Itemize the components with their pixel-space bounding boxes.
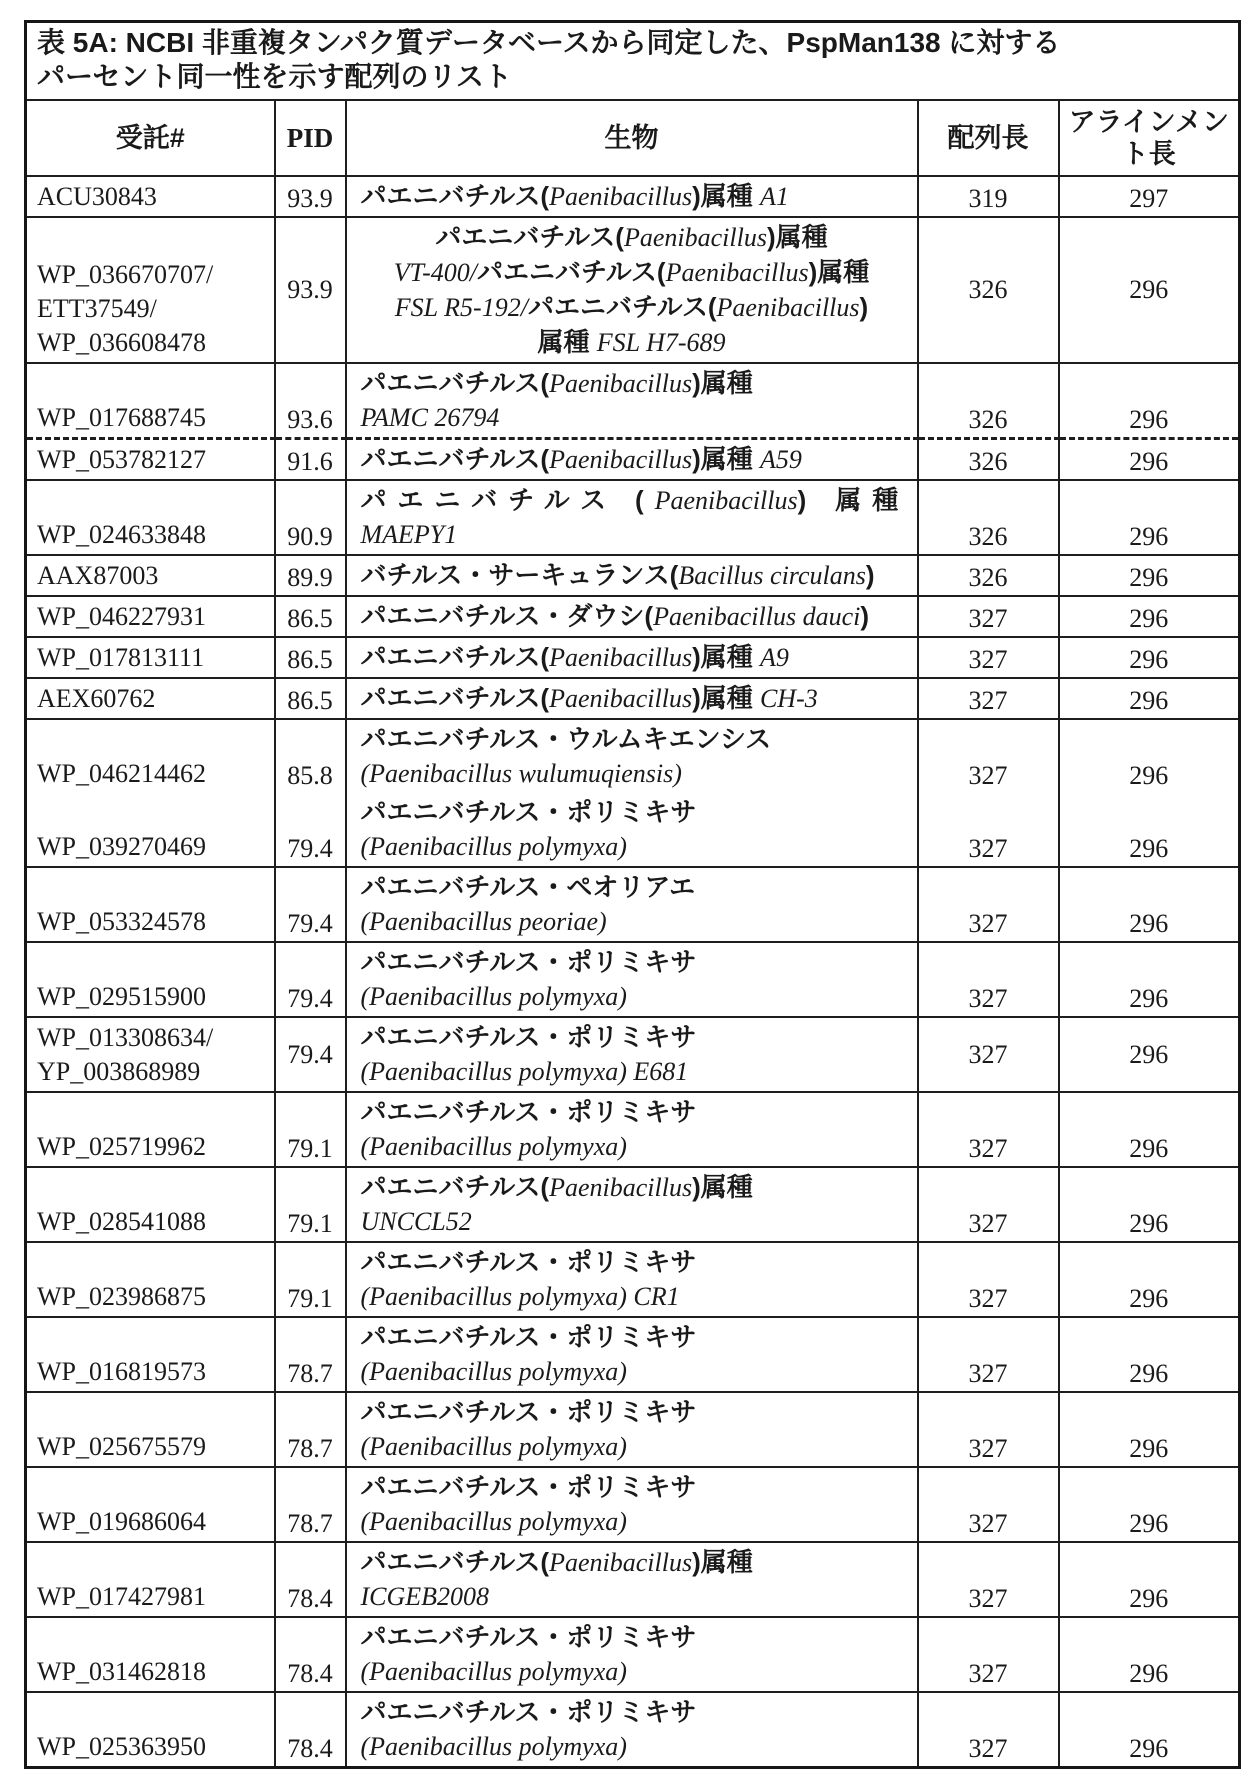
organism-line [361,442,911,477]
organism-japanese-name: パエニバチルス・ポリミキサ [360,1247,697,1277]
organism-cell [346,596,918,637]
table-row [26,1617,1240,1692]
accession-cell [26,719,275,793]
organism-line [361,483,911,518]
organism-japanese-name: )属種 [692,1172,753,1202]
pid-cell: 86.5 [275,596,346,637]
organism-latin-name: FSL H7-689 [596,328,726,357]
sequence-length-cell: 319 [918,176,1059,217]
table-row [26,217,1240,363]
organism-japanese-name: )属種 [692,444,760,474]
organism-latin-name: Paenibacillus [549,369,693,398]
alignment-length-cell: 296 [1059,1467,1240,1542]
accession-line: WP_023986875 [37,1282,206,1311]
accession-line: WP_025363950 [37,1732,206,1761]
organism-japanese-name: パエニバチルス( [360,1547,550,1577]
accession-line: WP_025675579 [37,1432,206,1461]
organism-japanese-name: パエニバチルス・ウルムキエンシス [360,724,772,754]
organism-japanese-name: )属種 [766,222,828,252]
organism-line [361,1020,911,1055]
table-header-row [26,100,1240,176]
organism-latin-name: Paenibacillus [665,258,809,287]
organism-line [361,1580,911,1614]
accession-line: AAX87003 [37,561,159,590]
organism-latin-name: MAEPY1 [360,520,458,549]
accession-cell [26,867,275,942]
organism-japanese-name: )属種 [692,1547,753,1577]
accession-cell [26,1392,275,1467]
organism-line [361,640,911,675]
sequence-length-cell: 327 [918,1692,1059,1768]
table-row [26,1317,1240,1392]
organism-line [361,1280,911,1314]
organism-japanese-name: パエニバチルス ( [360,485,655,515]
col-header-organism: 生物 [346,100,918,176]
organism-cell [346,1392,918,1467]
organism-japanese-name: )属種 [808,257,870,287]
organism-cell [346,942,918,1017]
sequence-length-cell: 326 [918,363,1059,439]
pid-cell: 78.7 [275,1392,346,1467]
organism-latin-name: Paenibacillus dauci [653,602,861,631]
accession-cell [26,1242,275,1317]
pid-cell: 93.6 [275,363,346,439]
organism-japanese-name: パエニバチルス( [360,444,550,474]
organism-latin-name: Paenibacillus [549,1173,693,1202]
accession-cell [26,1317,275,1392]
alignment-length-cell: 296 [1059,942,1240,1017]
accession-cell [26,1017,275,1092]
table-row [26,678,1240,719]
pid-cell: 78.4 [275,1617,346,1692]
organism-latin-name: Paenibacillus [549,445,693,474]
accession-line: AEX60762 [37,684,156,713]
alignment-length-cell: 296 [1059,439,1240,481]
sequence-length-cell: 327 [918,1617,1059,1692]
organism-latin-name: FSL R5-192/ [394,293,528,322]
accession-line: WP_036608478 [37,328,206,357]
accession-line: WP_031462818 [37,1657,206,1686]
organism-japanese-name: ) [865,560,875,590]
accession-cell [26,480,275,555]
organism-line [361,1430,911,1464]
organism-latin-name: A59 [759,445,802,474]
pid-cell: 79.4 [275,867,346,942]
pid-cell: 86.5 [275,678,346,719]
organism-cell [346,1617,918,1692]
organism-japanese-name: ) 属種 [797,485,910,515]
organism-latin-name: (Paenibacillus polymyxa) [360,1432,627,1461]
alignment-length-cell: 296 [1059,480,1240,555]
organism-latin-name: A1 [759,182,789,211]
pid-cell: 90.9 [275,480,346,555]
organism-cell [346,176,918,217]
pid-cell: 78.4 [275,1542,346,1617]
alignment-length-cell: 296 [1059,1617,1240,1692]
accession-line: WP_017427981 [37,1582,206,1611]
accession-line: WP_046227931 [37,602,206,631]
organism-latin-name: Paenibacillus [549,684,693,713]
alignment-length-cell: 296 [1059,1242,1240,1317]
organism-line [361,1055,911,1089]
accession-cell [26,793,275,867]
sequence-identity-table [24,20,1241,1769]
accession-cell [26,1542,275,1617]
table-row [26,1092,1240,1167]
alignment-length-cell: 296 [1059,1017,1240,1092]
organism-japanese-name: パエニバチルス・ダウシ( [360,601,654,631]
sequence-length-cell: 326 [918,480,1059,555]
organism-line [361,558,911,593]
organism-japanese-name: パエニバチルス・ペオリアエ [360,872,696,902]
organism-line [361,1245,911,1280]
accession-cell [26,555,275,596]
organism-cell [346,1317,918,1392]
organism-latin-name: (Paenibacillus polymyxa) [360,1357,627,1386]
organism-cell [346,719,918,793]
organism-cell [346,1242,918,1317]
accession-cell [26,1167,275,1242]
organism-line [361,1170,911,1205]
table-title [26,22,1240,101]
organism-latin-name: (Paenibacillus wulumuqiensis) [360,759,682,788]
organism-cell [346,1167,918,1242]
accession-line: WP_017688745 [37,403,206,432]
table-title-line-2: パーセント同一性を示す配列のリスト [37,61,512,92]
organism-latin-name: ICGEB2008 [360,1582,490,1611]
organism-latin-name: CH-3 [759,684,818,713]
organism-japanese-name: パエニバチルス・ポリミキサ [360,797,697,827]
alignment-length-cell: 296 [1059,793,1240,867]
organism-cell [346,793,918,867]
accession-line: ETT37549/ [37,294,157,323]
accession-cell [26,1467,275,1542]
organism-japanese-name: パエニバチルス・ポリミキサ [360,1697,697,1727]
accession-cell [26,678,275,719]
pid-cell: 79.1 [275,1167,346,1242]
table-row [26,793,1240,867]
organism-latin-name: (Paenibacillus polymyxa) E681 [360,1057,689,1086]
pid-cell: 78.7 [275,1317,346,1392]
organism-line [361,518,911,552]
accession-line: WP_013308634/ [37,1023,214,1052]
table-row [26,480,1240,555]
accession-cell [26,217,275,363]
organism-latin-name: (Paenibacillus polymyxa) [360,832,627,861]
accession-cell [26,363,275,439]
organism-japanese-name: パエニバチルス( [360,683,550,713]
organism-line [353,220,911,255]
organism-japanese-name: パエニバチルス( [477,257,666,287]
organism-latin-name: Paenibacillus [549,1548,693,1577]
organism-line [361,905,911,939]
organism-japanese-name: ) [860,601,870,631]
accession-line: WP_036670707/ [37,260,214,289]
organism-japanese-name: ) [859,292,869,322]
sequence-length-cell: 327 [918,719,1059,793]
organism-cell [346,1017,918,1092]
sequence-length-cell: 327 [918,1242,1059,1317]
accession-line: WP_046214462 [37,759,206,788]
pid-cell: 79.4 [275,1017,346,1092]
sequence-length-cell: 326 [918,217,1059,363]
accession-line: WP_053324578 [37,907,206,936]
organism-line [361,870,911,905]
sequence-length-cell: 327 [918,1167,1059,1242]
organism-latin-name: (Paenibacillus polymyxa) [360,1732,627,1761]
organism-japanese-name: パエニバチルス( [360,642,550,672]
alignment-length-cell: 296 [1059,637,1240,678]
pid-cell: 79.4 [275,793,346,867]
accession-line: WP_025719962 [37,1132,206,1161]
organism-line [361,1130,911,1164]
sequence-table-body [26,176,1240,1768]
organism-japanese-name: パエニバチルス・ポリミキサ [360,1097,697,1127]
col-header-sequence-length: 配列長 [918,100,1059,176]
alignment-length-cell: 296 [1059,555,1240,596]
organism-line [353,255,911,290]
organism-cell [346,637,918,678]
pid-cell: 79.4 [275,942,346,1017]
organism-line [361,1355,911,1389]
organism-line [361,1545,911,1580]
organism-latin-name: UNCCL52 [360,1207,472,1236]
organism-japanese-name: パエニバチルス( [360,181,550,211]
organism-line [361,681,911,716]
organism-line [361,945,911,980]
table-row [26,719,1240,793]
organism-cell [346,555,918,596]
sequence-length-cell: 327 [918,1542,1059,1617]
organism-latin-name: (Paenibacillus polymyxa) [360,1132,627,1161]
table-row [26,363,1240,439]
organism-japanese-name: 属種 [537,327,597,357]
accession-line: WP_017813111 [37,643,205,672]
organism-line [361,1620,911,1655]
organism-line [361,795,911,830]
accession-line: WP_024633848 [37,520,206,549]
accession-line: ACU30843 [37,182,157,211]
table-row [26,596,1240,637]
accession-cell [26,942,275,1017]
organism-latin-name: Paenibacillus [716,293,860,322]
pid-cell: 85.8 [275,719,346,793]
organism-cell [346,1542,918,1617]
organism-japanese-name: パエニバチルス・ポリミキサ [360,1397,697,1427]
table-title-row [26,22,1240,101]
organism-line [361,1730,911,1764]
organism-japanese-name: パエニバチルス・ポリミキサ [360,1472,697,1502]
alignment-length-cell: 296 [1059,1317,1240,1392]
pid-cell: 89.9 [275,555,346,596]
organism-line [353,325,911,360]
pid-cell: 79.1 [275,1242,346,1317]
alignment-length-cell: 296 [1059,1542,1240,1617]
accession-line: WP_019686064 [37,1507,206,1536]
accession-line: WP_039270469 [37,832,206,861]
pid-cell: 91.6 [275,439,346,481]
organism-japanese-name: パエニバチルス・ポリミキサ [360,1622,697,1652]
sequence-length-cell: 327 [918,867,1059,942]
alignment-length-cell: 296 [1059,1692,1240,1768]
col-header-pid: PID [275,100,346,176]
table-row [26,1542,1240,1617]
alignment-length-cell: 297 [1059,176,1240,217]
organism-line [361,1695,911,1730]
organism-japanese-name: パエニバチルス・ポリミキサ [360,1022,697,1052]
organism-cell [346,678,918,719]
accession-cell [26,1617,275,1692]
alignment-length-cell: 296 [1059,867,1240,942]
accession-line: YP_003868989 [37,1057,201,1086]
accession-line: WP_029515900 [37,982,206,1011]
col-header-accession: 受託# [26,100,275,176]
sequence-length-cell: 327 [918,1092,1059,1167]
alignment-length-cell: 296 [1059,1167,1240,1242]
organism-cell [346,1092,918,1167]
table-row [26,1467,1240,1542]
alignment-length-cell: 296 [1059,1092,1240,1167]
organism-japanese-name: )属種 [692,368,753,398]
pid-cell: 93.9 [275,176,346,217]
table-row [26,942,1240,1017]
organism-japanese-name: パエニバチルス・ポリミキサ [360,947,697,977]
organism-latin-name: (Paenibacillus peoriae) [360,907,607,936]
organism-latin-name: (Paenibacillus polymyxa) [360,982,627,1011]
alignment-length-cell: 296 [1059,678,1240,719]
organism-latin-name: (Paenibacillus polymyxa) [360,1507,627,1536]
sequence-length-cell: 327 [918,942,1059,1017]
sequence-length-cell: 327 [918,1392,1059,1467]
alignment-length-cell: 296 [1059,596,1240,637]
organism-cell [346,217,918,363]
pid-cell: 78.4 [275,1692,346,1768]
organism-japanese-name: パエニバチルス( [527,292,717,322]
organism-latin-name: Paenibacillus [623,223,767,252]
organism-japanese-name: )属種 [692,683,760,713]
sequence-length-cell: 327 [918,1017,1059,1092]
organism-line [361,599,911,634]
organism-latin-name: (Paenibacillus polymyxa) CR1 [360,1282,680,1311]
organism-line [353,290,911,325]
organism-line [361,401,911,435]
organism-latin-name: A9 [759,643,789,672]
organism-latin-name: PAMC 26794 [360,403,500,432]
table-row [26,1017,1240,1092]
organism-cell [346,867,918,942]
col-header-alignment-length: アラインメント長 [1059,100,1240,176]
sequence-length-cell: 327 [918,678,1059,719]
table-row [26,1692,1240,1768]
sequence-length-cell: 327 [918,793,1059,867]
organism-japanese-name: )属種 [692,181,760,211]
accession-line: WP_053782127 [37,445,206,474]
alignment-length-cell: 296 [1059,1392,1240,1467]
organism-line [361,1205,911,1239]
table-row [26,1242,1240,1317]
organism-line [361,830,911,864]
organism-line [361,1095,911,1130]
organism-line [361,1505,911,1539]
organism-latin-name: VT-400/ [393,258,478,287]
organism-japanese-name: パエニバチルス・ポリミキサ [360,1322,697,1352]
alignment-length-cell: 296 [1059,217,1240,363]
accession-cell [26,637,275,678]
organism-japanese-name: バチルス・サーキュランス( [360,560,679,590]
table-row [26,1392,1240,1467]
organism-line [361,179,911,214]
organism-line [361,366,911,401]
accession-cell [26,439,275,481]
accession-line: WP_016819573 [37,1357,206,1386]
sequence-length-cell: 327 [918,596,1059,637]
organism-line [361,1655,911,1689]
organism-line [361,1395,911,1430]
sequence-length-cell: 326 [918,555,1059,596]
organism-line [361,1320,911,1355]
table-row [26,555,1240,596]
organism-latin-name: Paenibacillus [654,486,798,515]
organism-japanese-name: パエニバチルス( [435,222,624,252]
organism-latin-name: (Paenibacillus polymyxa) [360,1657,627,1686]
organism-line [361,722,911,757]
sequence-length-cell: 326 [918,439,1059,481]
table-row [26,637,1240,678]
sequence-length-cell: 327 [918,637,1059,678]
pid-cell: 86.5 [275,637,346,678]
accession-cell [26,596,275,637]
table-row [26,439,1240,481]
sequence-length-cell: 327 [918,1467,1059,1542]
organism-japanese-name: )属種 [692,642,760,672]
organism-latin-name: Bacillus circulans [678,561,866,590]
alignment-length-cell: 296 [1059,363,1240,439]
organism-japanese-name: パエニバチルス( [360,1172,550,1202]
table-row [26,867,1240,942]
table-row [26,1167,1240,1242]
organism-latin-name: Paenibacillus [549,182,693,211]
organism-japanese-name: パエニバチルス( [360,368,550,398]
accession-line: WP_028541088 [37,1207,206,1236]
accession-cell [26,1692,275,1768]
alignment-length-cell: 296 [1059,719,1240,793]
organism-line [361,757,911,791]
organism-cell [346,363,918,439]
pid-cell: 93.9 [275,217,346,363]
accession-cell [26,176,275,217]
table-row [26,176,1240,217]
pid-cell: 78.7 [275,1467,346,1542]
organism-cell [346,1467,918,1542]
organism-cell [346,439,918,481]
organism-line [361,1470,911,1505]
organism-line [361,980,911,1014]
organism-latin-name: Paenibacillus [549,643,693,672]
pid-cell: 79.1 [275,1092,346,1167]
organism-cell [346,480,918,555]
sequence-length-cell: 327 [918,1317,1059,1392]
accession-cell [26,1092,275,1167]
table-title-line-1: 表 5A: NCBI 非重複タンパク質データベースから同定した、PspMan138 に対する [37,27,1061,58]
organism-cell [346,1692,918,1768]
